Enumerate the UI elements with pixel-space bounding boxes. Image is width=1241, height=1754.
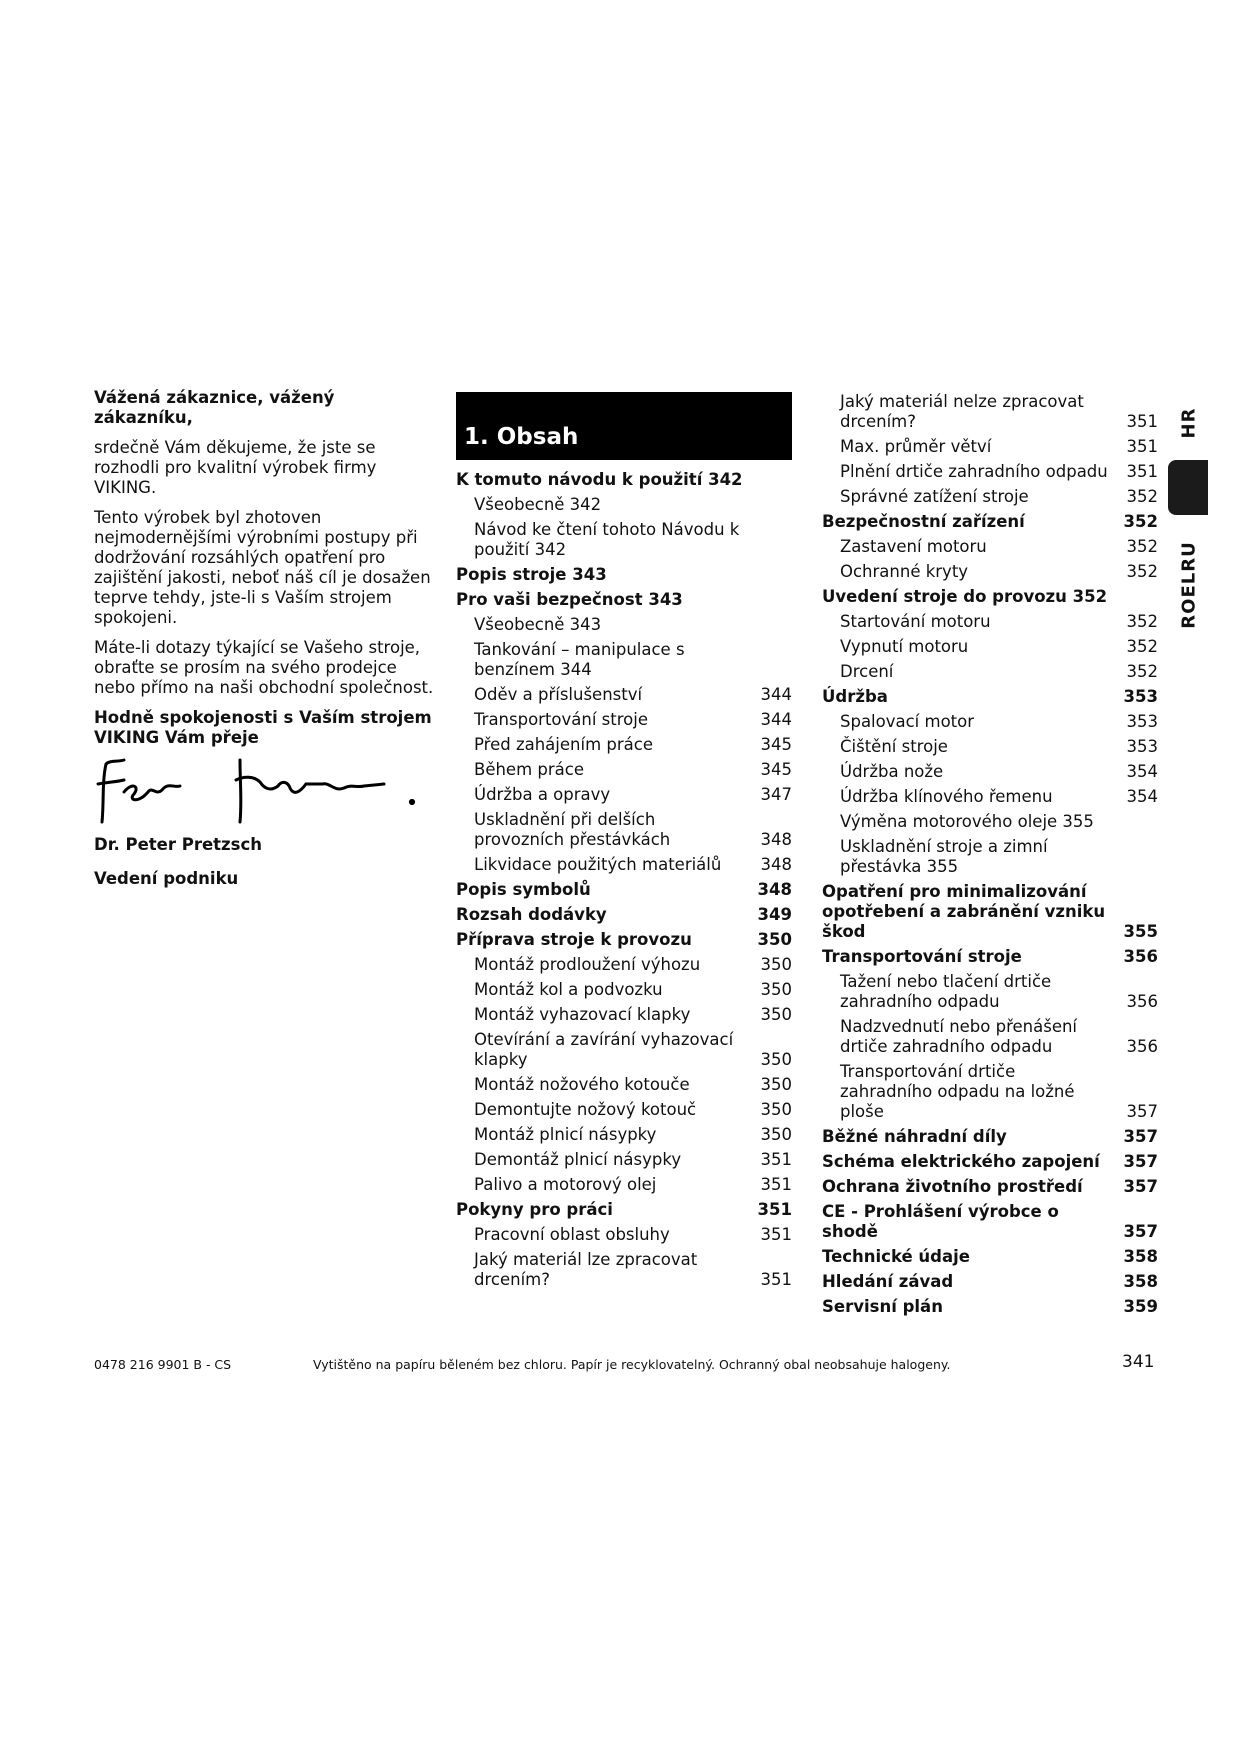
- language-roelru-label: ROELRU: [1178, 541, 1200, 629]
- toc-entry: [822, 1272, 1158, 1292]
- toc-entry-page: 356: [1126, 1037, 1158, 1056]
- toc-entry-title: Transportování drtiče zahradního odpadu na ložné ploše: [840, 1062, 1075, 1121]
- toc-entry-title: Hledání závad: [822, 1272, 954, 1291]
- toc-entry: [456, 1175, 792, 1195]
- toc-entry-title: Pro vaši bezpečnost 343: [456, 590, 683, 609]
- toc-entry: [456, 760, 792, 780]
- toc-entry-page: 351: [760, 1175, 792, 1194]
- toc-entry-title: Montáž nožového kotouče: [474, 1075, 690, 1094]
- toc-entry-title: Jaký materiál nelze zpracovat drcením?: [840, 392, 1084, 431]
- language-tab-hr: [1168, 398, 1210, 448]
- toc-entry-title: Technické údaje: [822, 1247, 970, 1266]
- signature-image: [94, 752, 434, 832]
- signatory-role: Vedení podniku: [94, 869, 239, 888]
- toc-entry: [456, 520, 792, 560]
- toc-entry-title: Schéma elektrického zapojení: [822, 1152, 1100, 1171]
- toc-entry: [456, 470, 792, 490]
- toc-entry-title: Demontujte nožový kotouč: [474, 1100, 697, 1119]
- toc-entry-title: Montáž kol a podvozku: [474, 980, 663, 999]
- toc-entry-title: Čištění stroje: [840, 737, 948, 756]
- toc-entry-page: 350: [760, 1125, 792, 1144]
- toc-entry: [822, 562, 1158, 582]
- toc-entry-page: 352: [1126, 562, 1158, 581]
- language-hr-label: HR: [1178, 407, 1200, 439]
- toc-entry: [822, 737, 1158, 757]
- toc-entry-page: 351: [760, 1150, 792, 1169]
- toc-entry-page: 350: [760, 955, 792, 974]
- toc-entry: [456, 685, 792, 705]
- toc-entry-page: 350: [760, 1005, 792, 1024]
- toc-entry: [456, 1150, 792, 1170]
- language-tab-roelru: [1168, 535, 1210, 635]
- toc-entry-page: 351: [760, 1225, 792, 1244]
- toc-entry-title: Uvedení stroje do provozu 352: [822, 587, 1108, 606]
- toc-entry: [456, 1030, 792, 1070]
- toc-entry-title: Ochrana životního prostředí: [822, 1177, 1083, 1196]
- toc-entry-page: 350: [760, 980, 792, 999]
- toc-entry: [822, 762, 1158, 782]
- toc-entry-page: 357: [1123, 1222, 1158, 1241]
- toc-entry-title: Otevírání a zavírání vyhazovací klapky: [474, 1030, 734, 1069]
- toc-entry-title: Drcení: [840, 662, 894, 681]
- toc-entry-title: Návod ke čtení tohoto Návodu k použití 342: [474, 520, 740, 559]
- toc-entry-page: 354: [1126, 787, 1158, 806]
- toc-entry: [822, 1152, 1158, 1172]
- toc-entry-page: 344: [760, 710, 792, 729]
- footer-document-code: 0478 216 9901 B - CS: [94, 1357, 232, 1372]
- toc-entry-title: Palivo a motorový olej: [474, 1175, 657, 1194]
- toc-entry-page: 355: [1123, 922, 1158, 941]
- toc-entry-page: 359: [1123, 1297, 1158, 1316]
- toc-entry-title: Plnění drtiče zahradního odpadu: [840, 462, 1108, 481]
- signatory-block: [94, 835, 434, 889]
- toc-entry: [822, 437, 1158, 457]
- toc-entry-title: Bezpečnostní zařízení: [822, 512, 1025, 531]
- toc-entry: [456, 1200, 792, 1220]
- toc-entry: [456, 930, 792, 950]
- toc-entry-page: 352: [1123, 512, 1158, 531]
- toc-column-2: [822, 392, 1158, 1322]
- toc-entry: [822, 787, 1158, 807]
- toc-entry-title: Před zahájením práce: [474, 735, 653, 754]
- toc-entry: [456, 590, 792, 610]
- footer-note: Vytištěno na papíru běleném bez chloru. Papír je recyklovatelný. Ochranný obal neobsahuje halogeny.: [313, 1357, 951, 1372]
- toc-entry: [456, 615, 792, 635]
- toc-entry-title: Údržba a opravy: [474, 785, 611, 804]
- toc-entry: [456, 565, 792, 585]
- page-number: 341: [1122, 1352, 1155, 1372]
- toc-entry: [456, 710, 792, 730]
- toc-entry: [822, 1202, 1158, 1242]
- toc-entry-title: Demontáž plnicí násypky: [474, 1150, 682, 1169]
- letter-paragraph-1: srdečně Vám děkujeme, že jste se rozhodli pro kvalitní výrobek firmy VIKING.: [94, 438, 377, 497]
- toc-entry: [822, 637, 1158, 657]
- toc-entry-title: Uskladnění při delších provozních přestávkách: [474, 810, 671, 849]
- toc-entry-title: Všeobecně 342: [474, 495, 602, 514]
- toc-entry-title: Ochranné kryty: [840, 562, 969, 581]
- toc-entry: [822, 612, 1158, 632]
- toc-column-1: [456, 392, 792, 1295]
- toc-entry: [456, 1075, 792, 1095]
- toc-entry: [822, 882, 1158, 942]
- toc-entry-page: 357: [1123, 1177, 1158, 1196]
- toc-entry-page: 356: [1126, 992, 1158, 1011]
- toc-entry-title: Oděv a příslušenství: [474, 685, 643, 704]
- letter-greeting: Vážená zákaznice, vážený zákazníku,: [94, 388, 335, 427]
- toc-entry: [456, 1100, 792, 1120]
- toc-entry-title: Zastavení motoru: [840, 537, 987, 556]
- toc-entry-title: Nadzvednutí nebo přenášení drtiče zahradního odpadu: [840, 1017, 1078, 1056]
- toc-entry-page: 357: [1123, 1127, 1158, 1146]
- toc-entry: [456, 810, 792, 850]
- toc-entry: [822, 1062, 1158, 1122]
- toc-entry-page: 347: [760, 785, 792, 804]
- toc-entry-title: Během práce: [474, 760, 584, 779]
- toc-entry-title: Příprava stroje k provozu: [456, 930, 692, 949]
- letter-paragraph-3: Máte-li dotazy týkající se Vašeho stroje, obraťte se prosím na svého prodejce nebo přímo na naši obchodní společnost.: [94, 638, 434, 697]
- toc-entry: [822, 512, 1158, 532]
- toc-entry: [822, 972, 1158, 1012]
- toc-entry-title: Údržba: [822, 687, 888, 706]
- toc-entry-page: 348: [757, 880, 792, 899]
- toc-entry: [456, 1250, 792, 1290]
- toc-entry: [456, 735, 792, 755]
- toc-entry-title: Rozsah dodávky: [456, 905, 607, 924]
- toc-list-2: [822, 392, 1158, 1317]
- toc-entry: [456, 855, 792, 875]
- toc-entry-title: Montáž prodloužení výhozu: [474, 955, 701, 974]
- toc-entry-page: 349: [757, 905, 792, 924]
- toc-entry: [822, 712, 1158, 732]
- toc-entry: [822, 392, 1158, 432]
- toc-entry-title: Údržba klínového řemenu: [840, 787, 1053, 806]
- toc-entry-page: 352: [1126, 662, 1158, 681]
- toc-entry-title: Popis symbolů: [456, 880, 591, 899]
- toc-entry: [456, 1225, 792, 1245]
- toc-header: [456, 392, 792, 460]
- toc-entry-title: Všeobecně 343: [474, 615, 602, 634]
- toc-list-1: [456, 470, 792, 1290]
- toc-entry-page: 352: [1126, 612, 1158, 631]
- toc-entry-title: Vypnutí motoru: [840, 637, 969, 656]
- toc-entry-page: 352: [1126, 487, 1158, 506]
- toc-entry: [456, 785, 792, 805]
- toc-entry-page: 345: [760, 735, 792, 754]
- toc-entry: [822, 487, 1158, 507]
- letter-paragraph-2: Tento výrobek byl zhotoven nejmodernějšími výrobními postupy při dodržování rozsáhlých opatření pro zajištění jakosti, neboť náš cíl je dosažen teprve tehdy, jste-li s Vaším strojem spokojeni.: [94, 508, 431, 627]
- toc-entry-title: Uskladnění stroje a zimní přestávka 355: [840, 837, 1048, 876]
- toc-entry: [822, 1017, 1158, 1057]
- toc-entry-page: 353: [1123, 687, 1158, 706]
- toc-title: 1. Obsah: [464, 424, 579, 450]
- toc-entry-title: Servisní plán: [822, 1297, 943, 1316]
- toc-entry-title: Opatření pro minimalizování opotřebení a zabránění vzniku škod: [822, 882, 1106, 941]
- toc-entry-page: 352: [1126, 537, 1158, 556]
- toc-entry: [822, 537, 1158, 557]
- toc-entry-title: Likvidace použitých materiálů: [474, 855, 722, 874]
- toc-entry-page: 348: [760, 830, 792, 849]
- toc-entry-page: 353: [1126, 712, 1158, 731]
- toc-entry-page: 348: [760, 855, 792, 874]
- welcome-letter: [94, 388, 434, 758]
- toc-entry-page: 357: [1123, 1152, 1158, 1171]
- toc-entry-page: 350: [760, 1075, 792, 1094]
- toc-entry-page: 350: [760, 1050, 792, 1069]
- toc-entry: [822, 947, 1158, 967]
- toc-entry-title: Max. průměr větví: [840, 437, 992, 456]
- toc-entry: [456, 980, 792, 1000]
- toc-entry-title: Pokyny pro práci: [456, 1200, 613, 1219]
- toc-entry: [456, 640, 792, 680]
- toc-entry-title: K tomuto návodu k použití 342: [456, 470, 743, 489]
- toc-entry: [456, 1125, 792, 1145]
- toc-entry-title: Montáž plnicí násypky: [474, 1125, 657, 1144]
- toc-entry: [456, 1005, 792, 1025]
- language-tab-active-marker: [1168, 460, 1208, 515]
- toc-entry-title: CE - Prohlášení výrobce o shodě: [822, 1202, 1059, 1241]
- toc-entry-title: Montáž vyhazovací klapky: [474, 1005, 691, 1024]
- toc-entry: [456, 495, 792, 515]
- toc-entry-title: Údržba nože: [840, 762, 944, 781]
- toc-entry: [456, 955, 792, 975]
- toc-entry-title: Startování motoru: [840, 612, 991, 631]
- toc-entry-title: Tankování – manipulace s benzínem 344: [474, 640, 685, 679]
- signatory-name: Dr. Peter Pretzsch: [94, 835, 262, 854]
- toc-entry: [822, 687, 1158, 707]
- toc-entry-page: 350: [757, 930, 792, 949]
- toc-entry: [822, 837, 1158, 877]
- toc-entry-title: Popis stroje 343: [456, 565, 607, 584]
- toc-entry-page: 350: [760, 1100, 792, 1119]
- toc-entry-page: 353: [1126, 737, 1158, 756]
- toc-entry-title: Jaký materiál lze zpracovat drcením?: [474, 1250, 698, 1289]
- toc-entry-page: 357: [1126, 1102, 1158, 1121]
- toc-entry-page: 358: [1123, 1272, 1158, 1291]
- toc-entry-page: 351: [1126, 412, 1158, 431]
- toc-entry: [822, 1127, 1158, 1147]
- toc-entry: [456, 880, 792, 900]
- toc-entry: [822, 662, 1158, 682]
- toc-entry-page: 344: [760, 685, 792, 704]
- toc-entry-page: 356: [1123, 947, 1158, 966]
- toc-entry-page: 345: [760, 760, 792, 779]
- toc-entry: [456, 905, 792, 925]
- toc-entry-title: Transportování stroje: [822, 947, 1022, 966]
- toc-entry-title: Spalovací motor: [840, 712, 975, 731]
- toc-entry-title: Pracovní oblast obsluhy: [474, 1225, 670, 1244]
- letter-closing: Hodně spokojenosti s Vaším strojem VIKING Vám přeje: [94, 708, 432, 747]
- toc-entry-title: Výměna motorového oleje 355: [840, 812, 1094, 831]
- toc-entry: [822, 1247, 1158, 1267]
- toc-entry: [822, 1297, 1158, 1317]
- toc-entry: [822, 1177, 1158, 1197]
- toc-entry-title: Transportování stroje: [474, 710, 648, 729]
- toc-entry-page: 351: [1126, 462, 1158, 481]
- toc-entry-page: 352: [1126, 637, 1158, 656]
- toc-entry: [822, 812, 1158, 832]
- toc-entry-page: 354: [1126, 762, 1158, 781]
- toc-entry-title: Správné zatížení stroje: [840, 487, 1029, 506]
- toc-entry-page: 351: [760, 1270, 792, 1289]
- toc-entry-title: Běžné náhradní díly: [822, 1127, 1007, 1146]
- toc-entry: [822, 587, 1158, 607]
- toc-entry-page: 351: [1126, 437, 1158, 456]
- toc-entry-page: 351: [757, 1200, 792, 1219]
- toc-entry-title: Tažení nebo tlačení drtiče zahradního odpadu: [840, 972, 1052, 1011]
- toc-entry: [822, 462, 1158, 482]
- toc-entry-page: 358: [1123, 1247, 1158, 1266]
